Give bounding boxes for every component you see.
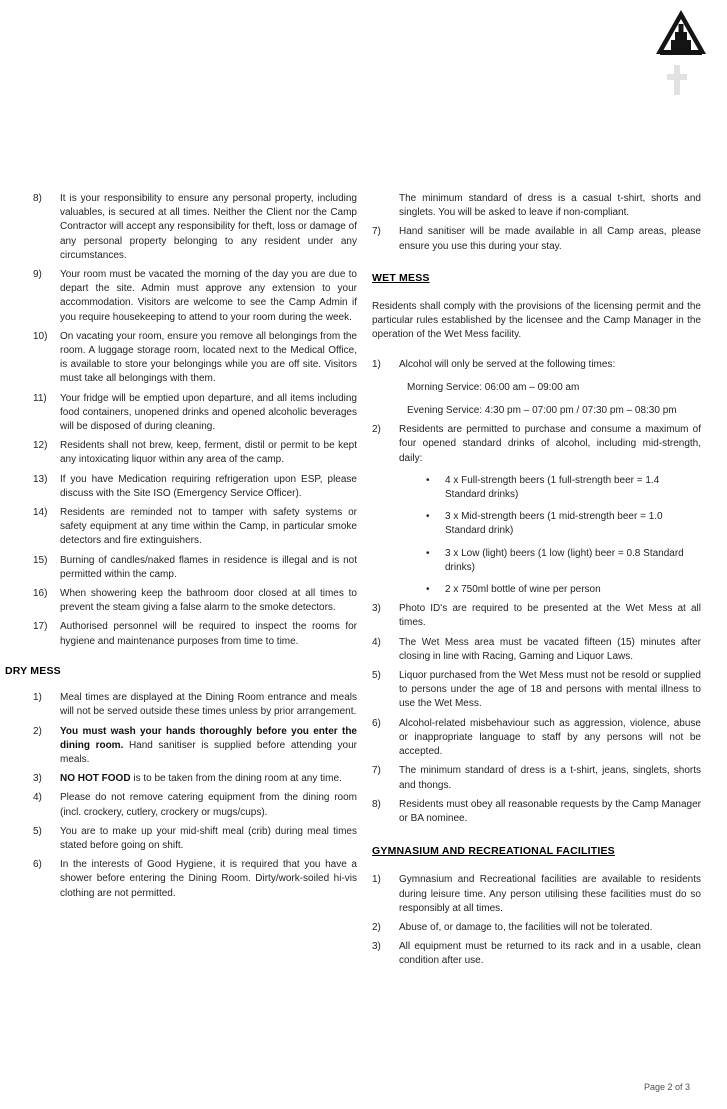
- bullet-icon: •: [426, 547, 430, 559]
- bullet-icon: •: [426, 474, 430, 486]
- item-number: 3): [33, 773, 42, 785]
- item-number: 17): [33, 621, 48, 633]
- list-item: [33, 268, 357, 325]
- company-logo: [653, 10, 709, 95]
- item-text: Alcohol will only be served at the following times: Morning Service: 06:00 am – 09:00 am Evening Service: 4:30 pm – 07:00 pm / 07:30 pm – 08:30 pm: [399, 358, 701, 419]
- list-item: [33, 725, 357, 768]
- dry-mess-list: [33, 691, 357, 901]
- schedule-line: Evening Service: 4:30 pm – 07:00 pm / 07:30 pm – 08:30 pm: [407, 405, 677, 417]
- item-text: Meal times are displayed at the Dining Room entrance and meals will not be served outside these times unless by prior arrangement.: [60, 692, 357, 718]
- item-text: You must wash your hands thoroughly before you enter the dining room. Hand sanitiser is supplied before attending your meals.: [60, 725, 357, 765]
- item-text: Gymnasium and Recreational facilities are available to residents during leisure time. Any person utilising these facilities must do so responsibly at all times.: [399, 874, 701, 914]
- item-number: 11): [33, 392, 47, 404]
- bullet-text: 4 x Full-strength beers (1 full-strength beer = 1.4 Standard drinks): [445, 474, 660, 501]
- cross-watermark-icon: [667, 65, 687, 95]
- item-text: When showering keep the bathroom door closed at all times to prevent the steam giving a false alarm to the smoke detectors.: [60, 588, 357, 614]
- item-number: 4): [33, 792, 42, 804]
- bullet-text: 3 x Mid-strength beers (1 mid-strength beer = 1.0 Standard drink): [445, 511, 663, 537]
- item-number: 13): [33, 473, 48, 485]
- item-number: 1): [33, 692, 42, 704]
- item-number: 8): [372, 798, 381, 810]
- item-number: 8): [33, 193, 42, 204]
- item-text: Your fridge will be emptied upon departure, and all items including food containers, unopened drinks and opened alcoholic beverages will be disposed of during cleaning.: [60, 392, 357, 433]
- list-item: [372, 764, 701, 792]
- bullet-item: [426, 583, 701, 597]
- gymnasium-heading: GYMNASIUM AND RECREATIONAL FACILITIES: [372, 845, 615, 858]
- item-text: In the interests of Good Hygiene, it is required that you have a shower before entering the Dining Room. Dirty/work-soiled hi-vis clothing are not permitted.: [60, 859, 357, 899]
- item-number: 5): [33, 825, 42, 837]
- item-number: 1): [372, 874, 381, 886]
- item-number: 7): [372, 226, 381, 238]
- bullet-item: [426, 510, 701, 538]
- list-item: [372, 940, 701, 968]
- bullet-item: [426, 547, 701, 575]
- item-text: If you have Medication requiring refrigeration upon ESP, please discuss with the Site ISO (Emergency Service Officer).: [60, 473, 357, 499]
- wet-mess-heading: WET MESS: [372, 271, 430, 284]
- page-number: Page 2 of 3: [643, 1082, 690, 1092]
- item-text: Authorised personnel will be required to inspect the rooms for hygiene and maintenance purposes from time to time.: [60, 621, 357, 647]
- item-number: 15): [33, 554, 48, 566]
- item-text: You are to make up your mid-shift meal (crib) during meal times stated before going on shift.: [60, 825, 357, 851]
- item-text: It is your responsibility to ensure any personal property, including valuables, is secured at all times. Neither the Client nor the Camp Contractor will accept any responsibility for theft, loss or damage of any personal property belonging to any resident under any circumstances.: [60, 193, 357, 261]
- item-text: Burning of candles/naked flames in residence is illegal and is not permitted within the camp.: [60, 554, 357, 580]
- list-item: [372, 225, 701, 253]
- item-text: Residents are reminded not to tamper with safety systems or safety equipment at any time within the Camp, in particular smoke detectors and fire extinguishers.: [60, 507, 357, 547]
- wet-mess-list: [372, 358, 701, 826]
- item-text: NO HOT FOOD is to be taken from the dining room at any time.: [60, 773, 342, 785]
- list-item: [372, 423, 701, 597]
- item-number: 7): [372, 765, 381, 777]
- item-number: 6): [372, 717, 381, 729]
- bullet-text: 2 x 750ml bottle of wine per person: [445, 584, 601, 596]
- item-text: Please do not remove catering equipment from the dining room (incl. crockery, cutlery, crockery or mugs/cups).: [60, 792, 357, 818]
- item-number: 4): [372, 636, 381, 648]
- list-item: [33, 772, 357, 786]
- item-text: Abuse of, or damage to, the facilities will not be tolerated.: [399, 921, 653, 933]
- list-item: [372, 669, 701, 712]
- item-number: 16): [33, 588, 48, 600]
- item-number: 2): [372, 921, 381, 933]
- bullet-icon: •: [426, 511, 430, 523]
- list-item: [33, 192, 357, 263]
- triangle-emblem-icon: [656, 10, 706, 58]
- item-text: Liquor purchased from the Wet Mess must not be resold or supplied to persons under the age of 18 and persons with mental illness to use the Wet Mess.: [399, 670, 701, 710]
- item-number: 6): [33, 859, 42, 871]
- list-item: [372, 873, 701, 916]
- left-column: [5, 192, 357, 974]
- item-text: The minimum standard of dress is a t-shirt, jeans, singlets, shorts and thongs.: [399, 765, 701, 791]
- general-rules-list-continued: [372, 225, 701, 253]
- list-item: [33, 587, 357, 615]
- item-number: 1): [372, 358, 381, 370]
- list-item: [33, 330, 357, 387]
- item-text: Photo ID's are required to be presented at the Wet Mess at all times.: [399, 603, 701, 629]
- list-item: [372, 602, 701, 630]
- list-item: [372, 717, 701, 760]
- item-number: 2): [372, 424, 381, 436]
- wet-mess-intro: Residents shall comply with the provisions of the licensing permit and the particular rules established by the licensee and the Camp Manager in the operation of the Wet Mess facility.: [372, 301, 701, 341]
- gymnasium-list: [372, 873, 701, 968]
- item-number: 9): [33, 269, 42, 281]
- list-item: [33, 825, 357, 853]
- item-text: Alcohol-related misbehaviour such as aggression, violence, abuse or inappropriate language to staff by any persons will not be accepted.: [399, 717, 701, 758]
- item-text: The Wet Mess area must be vacated fifteen (15) minutes after closing in line with Racing, Gaming and Liquor Laws.: [399, 636, 701, 662]
- item-number: 3): [372, 603, 381, 615]
- general-rules-list: [33, 192, 357, 649]
- list-item: [33, 691, 357, 719]
- item-text: On vacating your room, ensure you remove all belongings from the room. A luggage storage room, located next to the Medical Office, is available to store your belongings while you are off site. Visitors must take all belongings with them.: [60, 330, 357, 385]
- list-item: [33, 791, 357, 819]
- item-number: 12): [33, 440, 48, 452]
- item-number: 2): [33, 725, 42, 737]
- list-item: [372, 636, 701, 664]
- list-item: [33, 506, 357, 549]
- list-item: [372, 921, 701, 935]
- item-text: Hand sanitiser will be made available in all Camp areas, please ensure you use this during your stay.: [399, 226, 701, 252]
- list-item: [33, 858, 357, 901]
- list-item: [33, 620, 357, 648]
- item-text: Residents are permitted to purchase and consume a maximum of four opened standard drinks of alcohol, including mid-strength, daily: • 4 x Full-strength beers (1 full-strength beer = 1.4 Standard drinks) • 3 x Mid-strength beers (1 mid-strength beer = 1.0 Standard drink) • 3 x Low (light) beers (1 low (light) beer = 0.8 Standard drinks) • 2 x 750ml bottle of wine per person: [399, 423, 701, 597]
- item-text: Residents shall not brew, keep, ferment, distil or permit to be kept any intoxicating liquor within any area of the camp.: [60, 440, 357, 466]
- item-number: 14): [33, 507, 48, 519]
- item-number: 3): [372, 941, 381, 953]
- bullet-icon: •: [426, 584, 430, 596]
- schedule-line: Morning Service: 06:00 am – 09:00 am: [407, 381, 580, 393]
- list-item: [33, 473, 357, 501]
- item-number: 10): [33, 330, 48, 342]
- bullet-text: 3 x Low (light) beers (1 low (light) beer = 0.8 Standard drinks): [445, 547, 684, 573]
- continuation-paragraph: The minimum standard of dress is a casual t-shirt, shorts and singlets. You will be asked to leave if non-compliant.: [399, 193, 701, 219]
- list-item: [33, 392, 357, 435]
- item-text: Your room must be vacated the morning of the day you are due to depart the site. Admin must approve any extension to your accommodation. Visitors are welcome to see the Camp Admin if you require housekeeping to attend to your room during the week.: [60, 269, 357, 323]
- item-text: Residents must obey all reasonable requests by the Camp Manager or BA nominee.: [399, 798, 701, 824]
- right-column: [372, 192, 701, 974]
- list-item: [372, 798, 701, 826]
- item-text: All equipment must be returned to its rack and in a usable, clean condition after use.: [399, 941, 701, 967]
- list-item: [372, 358, 701, 419]
- bullet-item: [426, 474, 701, 502]
- list-item: [33, 554, 357, 582]
- list-item: [33, 439, 357, 467]
- dry-mess-heading: DRY MESS: [5, 664, 61, 677]
- document-body: [5, 192, 701, 974]
- item-number: 5): [372, 670, 381, 682]
